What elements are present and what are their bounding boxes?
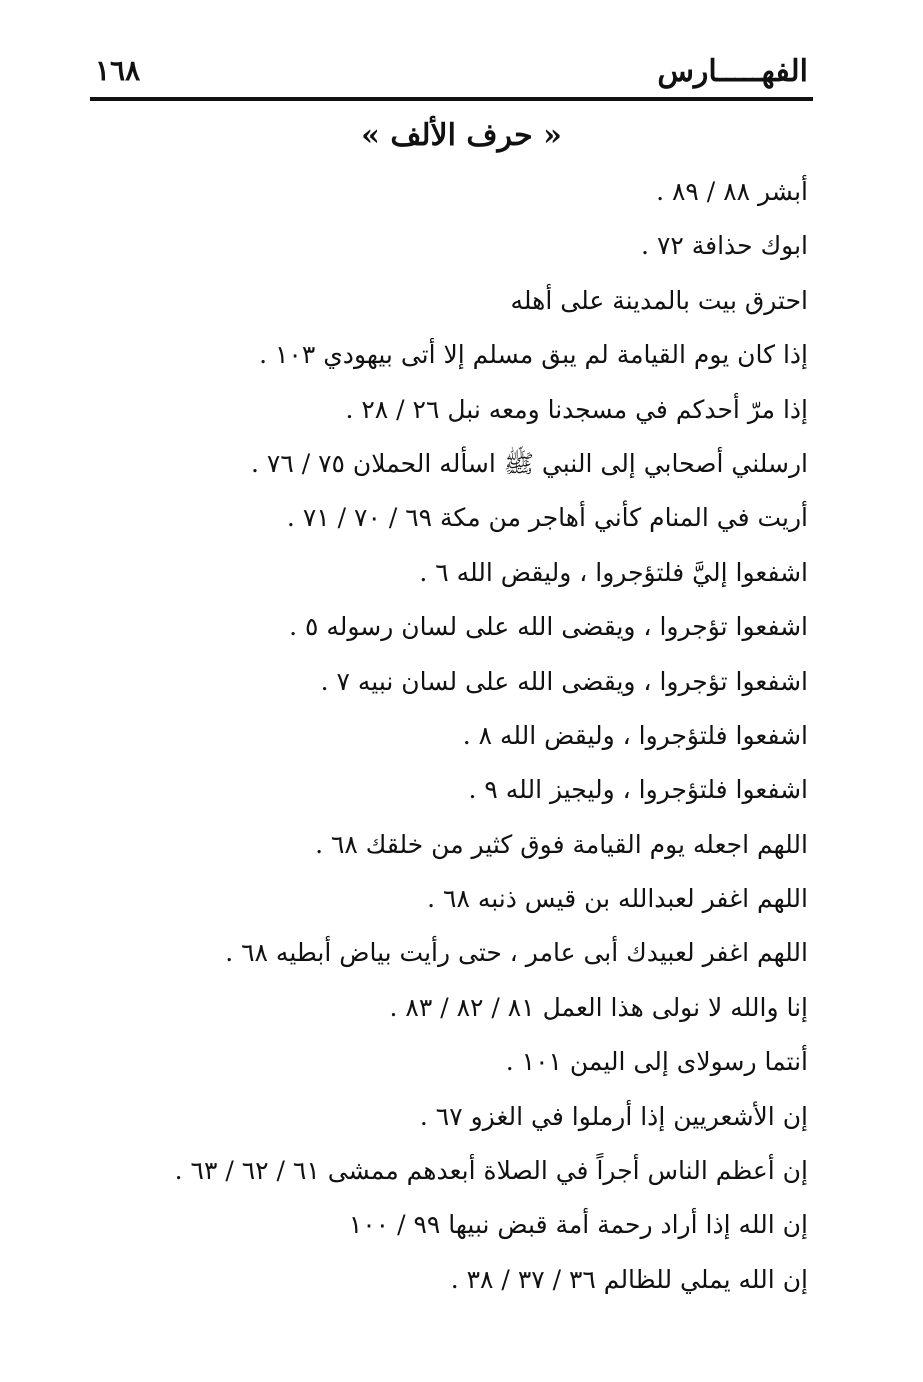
index-entries: [108, 165, 808, 1307]
index-entry: اشفعوا تؤجروا ، ويقضى الله على لسان رسوله ٥ .: [289, 612, 808, 642]
page-number: ١٦٨: [95, 54, 141, 87]
index-entry: اشفعوا تؤجروا ، ويقضى الله على لسان نبيه ٧ .: [320, 666, 808, 696]
index-entry: اشفعوا فلتؤجروا ، وليجيز الله ٩ .: [468, 775, 808, 805]
index-entry: إذا مرّ أحدكم في مسجدنا ومعه نبل ٢٦ / ٢٨ .: [345, 394, 808, 424]
index-entry: أبشر ٨٨ / ٨٩ .: [656, 177, 808, 206]
index-entry: اشفعوا إليَّ فلتؤجروا ، وليقض الله ٦ .: [419, 557, 808, 587]
index-entry: إذا كان يوم القيامة لم يبق مسلم إلا أتى بيهودي ١٠٣ .: [259, 340, 808, 370]
header-rule: [90, 97, 813, 101]
index-entry: إن الله يملي للظالم ٣٦ / ٣٧ / ٣٨ .: [450, 1264, 808, 1294]
index-entry: اللهم اغفر لعبدالله بن قيس ذنبه ٦٨ .: [427, 884, 808, 914]
index-entry: اللهم اغفر لعبيدك أبى عامر ، حتى رأيت بياض أبطيه ٦٨ .: [225, 938, 808, 968]
index-entry: اشفعوا فلتؤجروا ، وليقض الله ٨ .: [462, 720, 808, 750]
index-entry: إنا والله لا نولى هذا العمل ٨١ / ٨٢ / ٨٣ .: [389, 992, 808, 1022]
index-entry: إن أعظم الناس أجراً في الصلاة أبعدهم ممشى ٦١ / ٦٢ / ٦٣ .: [174, 1156, 808, 1186]
running-header-title: الفهـــــارس: [657, 54, 808, 89]
index-entry: إن الأشعريين إذا أرملوا في الغزو ٦٧ .: [419, 1101, 808, 1131]
index-entry: أريت في المنام كأني أهاجر من مكة ٦٩ / ٧٠ / ٧١ .: [286, 503, 808, 533]
index-entry: اللهم اجعله يوم القيامة فوق كثير من خلقك ٦٨ .: [315, 829, 808, 859]
index-entry: إن الله إذا أراد رحمة أمة قبض نبيها ٩٩ / ١٠٠: [348, 1210, 808, 1240]
section-heading: « حرف الألف »: [361, 118, 562, 153]
index-entry: احترق بيت بالمدينة على أهله: [510, 285, 808, 315]
index-entry: ارسلني أصحابي إلى النبي ﷺ اسأله الحملان ٧٥ / ٧٦ .: [251, 448, 808, 478]
index-entry: ابوك حذافة ٧٢ .: [641, 231, 808, 261]
index-entry: أنتما رسولاى إلى اليمن ١٠١ .: [505, 1047, 808, 1077]
